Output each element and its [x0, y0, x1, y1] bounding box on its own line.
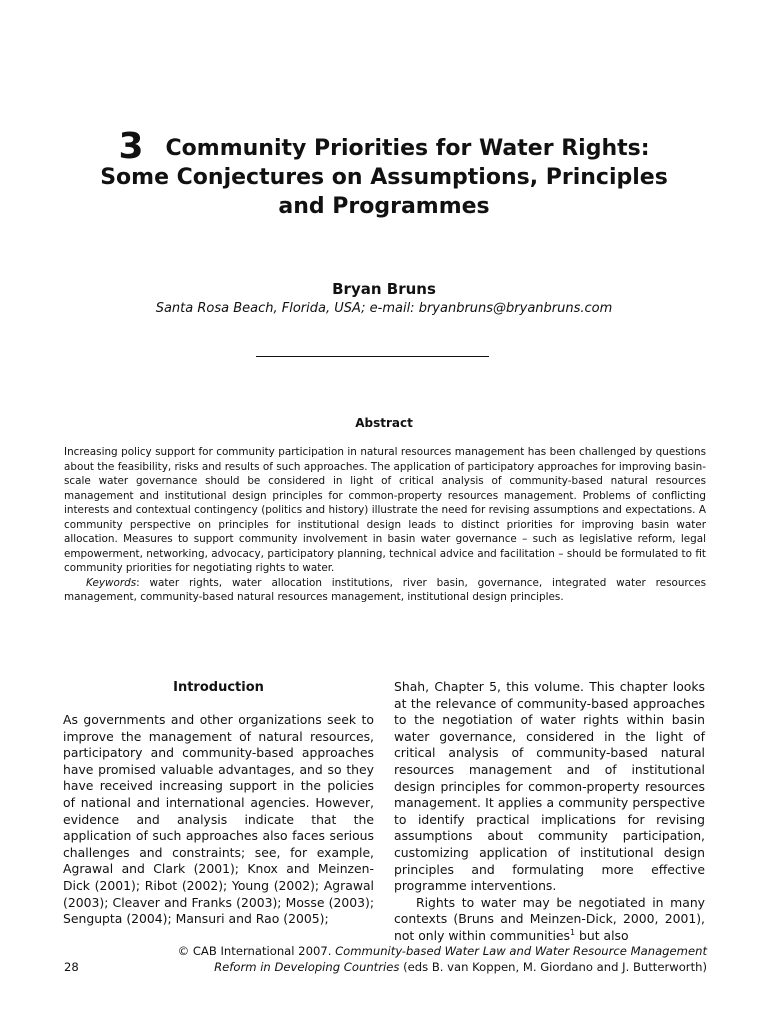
book-editors: (eds B. van Koppen, M. Giordano and J. Butterworth) [399, 960, 707, 974]
abstract-heading: Abstract [355, 416, 413, 430]
footnote-marker: 1 [569, 927, 576, 937]
intro-paragraph-continued: Shah, Chapter 5, this volume. This chapter looks at the relevance of community-based approaches to the negotiation of water rights within basin water governance, considered in the light of critical analysis of community-based natural resources management and of institutional design principles for common-property resources management. It applies a community perspective to identify practical implications for revising assumptions about community participation, customizing application of institutional design principles and formulating more effective programme interventions. [394, 679, 705, 894]
page-footer [64, 943, 707, 975]
intro-paragraph-1: As governments and other organizations seek to improve the management of natural resources, participatory and community-based approaches have promised valuable advantages, and so they have received increasing support in the policies of national and international agencies. However, evidence and analysis indicate that the application of such approaches also faces serious challenges and constraints; see, for example, Agrawal and Clark (2001); Knox and Meinzen-Dick (2001); Ribot (2002); Young (2002); Agrawal (2003); Cleaver and Franks (2003); Mosse (2003); Sengupta (2004); Mansuri and Rao (2005); [63, 712, 374, 927]
footer-line-2 [64, 959, 707, 975]
right-column [394, 679, 705, 945]
title-divider [256, 356, 489, 357]
title-text-1: Community Priorities for Water Rights: [165, 136, 650, 161]
left-column [63, 679, 374, 928]
title-line-3: and Programmes [278, 194, 490, 219]
keywords-label: Keywords [86, 576, 137, 589]
chapter-number: 3 [118, 126, 144, 167]
author-affiliation: Santa Rosa Beach, Florida, USA; e-mail: bryanbruns@bryanbruns.com [155, 301, 613, 316]
page-number: 28 [64, 960, 79, 974]
para2-tail: but also [575, 927, 629, 943]
title-line-1 [60, 126, 708, 167]
abstract-block [64, 445, 706, 605]
abstract-body: Increasing policy support for community participation in natural resources management has been challenged by questions about the feasibility, risks and results of such approaches. The application of participatory approaches for improving basin-scale water governance should be considered in light of critical analysis of community-based natural resources management and institutional design principles for common-property resources management. Problems of conflicting interests and contextual contingency (politics and history) illustrate the need for revising assumptions and expectations. A community perspective on principles for institutional design leads to distinct priorities for improving basin water allocation. Measures to support community involvement in basin water governance – such as legislative reform, legal empowerment, networking, advocacy, participatory planning, technical advice and facilitation – should be formulated to fit community priorities for negotiating rights to water. [64, 446, 706, 574]
introduction-heading: Introduction [173, 680, 264, 695]
book-title-part-2: Reform in Developing Countries [214, 960, 400, 974]
para2-text: Rights to water may be negotiated in many contexts (Bruns and Meinzen-Dick, 2000, 2001), not only within communities [394, 894, 705, 943]
book-title-part-1: Community-based Water Law and Water Resource Management [335, 944, 707, 958]
intro-paragraph-2 [394, 895, 705, 945]
copyright-text: © CAB International 2007. [177, 944, 336, 958]
footer-line-1 [64, 943, 707, 959]
title-line-2: Some Conjectures on Assumptions, Principles [100, 165, 668, 190]
keywords-text: : water rights, water allocation institutions, river basin, governance, integrated water resources management, community-based natural resources management, institutional design principles. [64, 576, 706, 603]
keywords-line [64, 576, 706, 605]
author-name: Bryan Bruns [332, 280, 436, 298]
chapter-title [60, 126, 708, 221]
